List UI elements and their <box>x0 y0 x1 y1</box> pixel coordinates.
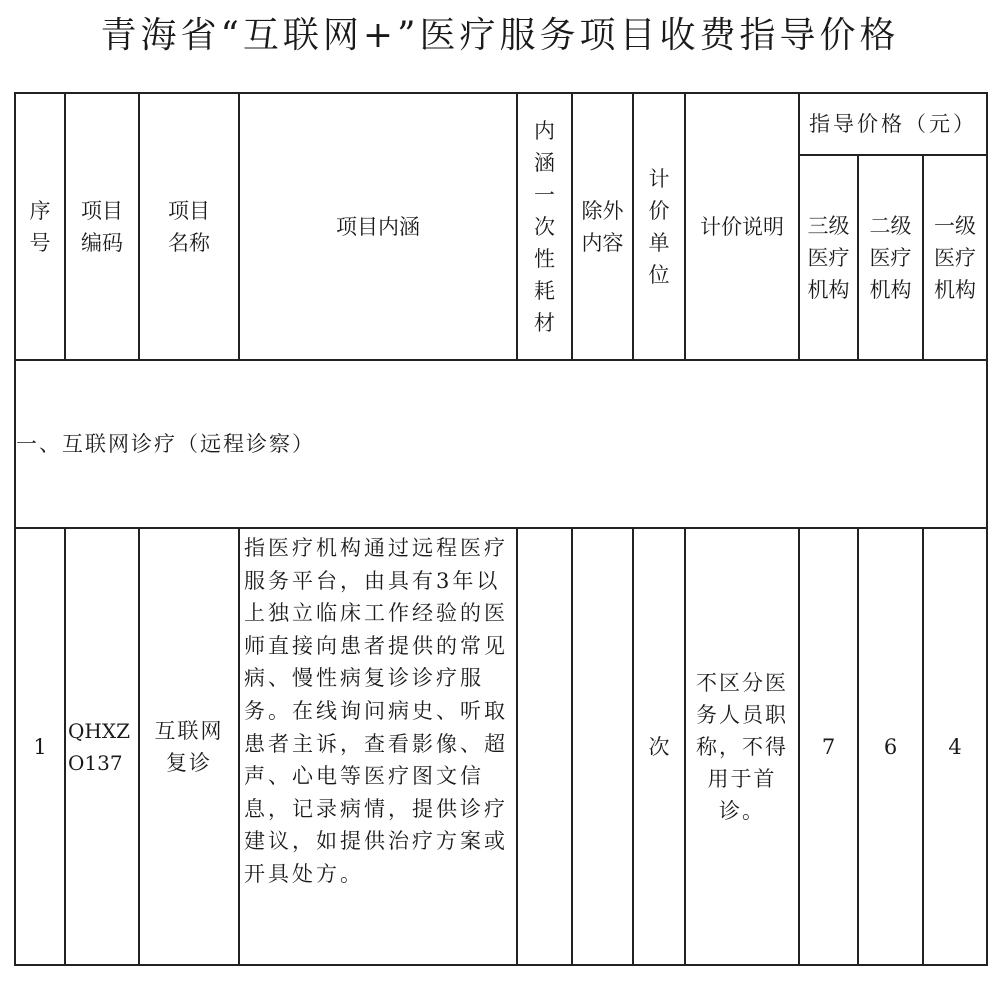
cell-price-level2: 6 <box>858 528 923 965</box>
header-code: 项目编码 <box>65 93 139 360</box>
page-title: 青海省“互联网+”医疗服务项目收费指导价格 <box>100 15 900 56</box>
header-seq: 序号 <box>15 93 65 360</box>
header-note: 计价说明 <box>685 93 799 360</box>
header-level3: 三级医疗机构 <box>799 155 858 360</box>
header-level1: 一级医疗机构 <box>923 155 987 360</box>
header-consumables: 内涵一次性耗材 <box>517 93 572 360</box>
header-row <box>15 93 987 155</box>
header-price-group: 指导价格（元） <box>799 93 987 155</box>
cell-content: 指医疗机构通过远程医疗服务平台，由具有3年以上独立临床工作经验的医师直接向患者提供的常见病、慢性病复诊诊疗服务。在线询问病史、听取患者主诉，查看影像、超声、心电等医疗图文信息，记录病情，提供诊疗建议，如提供治疗方案或开具处方。 <box>239 528 517 965</box>
fee-table <box>14 92 988 966</box>
header-level2: 二级医疗机构 <box>858 155 923 360</box>
cell-consumables <box>517 528 572 965</box>
section-row <box>15 360 987 528</box>
header-unit: 计价单位 <box>633 93 685 360</box>
cell-price-level3: 7 <box>799 528 858 965</box>
cell-excluded <box>572 528 633 965</box>
cell-unit: 次 <box>633 528 685 965</box>
header-name: 项目名称 <box>139 93 239 360</box>
table-row <box>15 528 987 965</box>
header-excluded: 除外内容 <box>572 93 633 360</box>
section-heading: 一、互联网诊疗（远程诊察） <box>15 360 987 528</box>
cell-code: QHXZO137 <box>65 528 139 965</box>
cell-price-level1: 4 <box>923 528 987 965</box>
header-content: 项目内涵 <box>239 93 517 360</box>
cell-seq: 1 <box>15 528 65 965</box>
cell-name: 互联网复诊 <box>139 528 239 965</box>
cell-note: 不区分医务人员职称，不得用于首诊。 <box>685 528 799 965</box>
